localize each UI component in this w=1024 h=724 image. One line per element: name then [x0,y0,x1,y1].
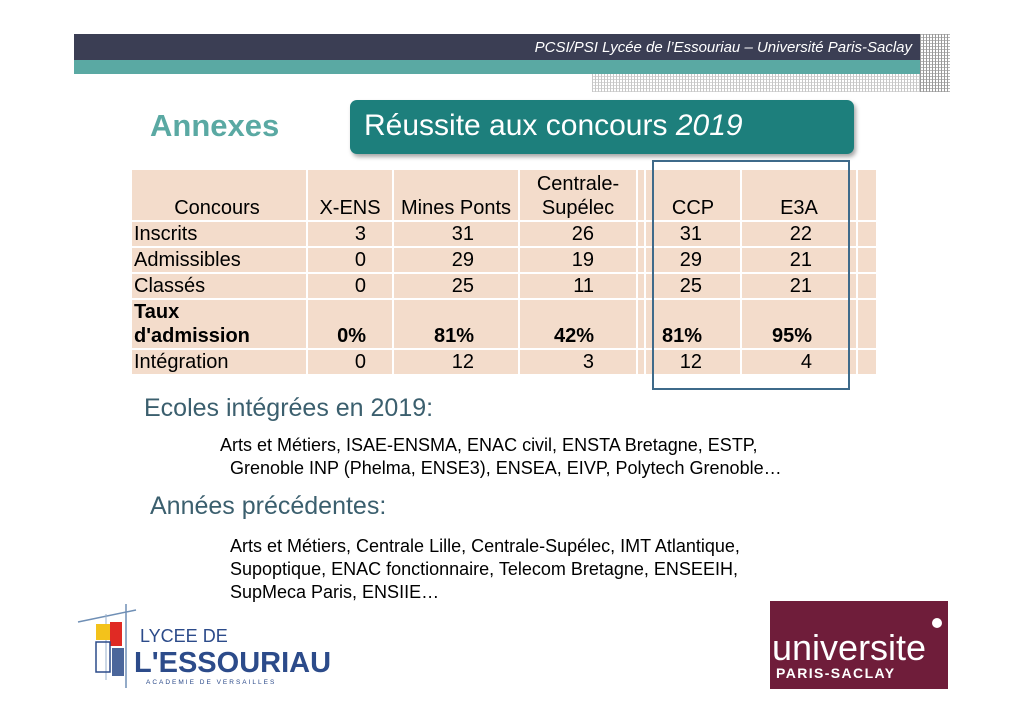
main-title: Réussite aux concours [364,109,668,142]
table-cell: 29 [394,248,520,274]
table-cell: 31 [646,222,742,248]
logo-text: L'ESSOURIAU [134,647,332,679]
integrated-schools-title: Ecoles intégrées en 2019: [144,394,434,422]
integrated-line: Grenoble INP (Phelma, ENSE3), ENSEA, EIVP, Polytech Grenoble… [230,458,782,478]
table-cell: 11 [520,274,638,300]
annexes-title: Annexes [150,108,280,143]
col-header-centrale-supelec [520,170,638,222]
col-header-centrale: Centrale- [536,173,620,195]
col-header-x-ens: X-ENS [308,170,394,222]
row-label: Inscrits [132,222,308,248]
logo-text: LYCEE DE [140,626,228,646]
main-title-year: 2019 [675,109,743,142]
row-label: Classés [132,274,308,300]
table-cell: 25 [646,274,742,300]
table-cell: 22 [742,222,858,248]
table-cell: 95% [742,300,858,350]
table-cell: 26 [520,222,638,248]
main-title-box [350,100,854,154]
row-label: Intégration [132,350,308,376]
header-teal-band [74,60,920,74]
logo-text: ACADEMIE DE VERSAILLES [146,679,277,686]
header-grid-pattern [920,34,950,92]
table-cell: 0 [308,274,394,300]
uni-logo-dot [932,618,942,628]
header-text: PCSI/PSI Lycée de l’Essouriau – Université Paris-Saclay [534,39,912,56]
table-cell: 4 [742,350,858,376]
table-cell: 21 [742,248,858,274]
col-header-e3a: E3A [742,170,858,222]
table-cell: 81% [646,300,742,350]
table-cell: 19 [520,248,638,274]
logo-yellow-square [96,624,110,640]
logo-frame [96,642,110,672]
table-cell: 81% [394,300,520,350]
row-label: Admissibles [132,248,308,274]
row-label-taux [132,300,308,350]
table-cell: 3 [520,350,638,376]
previous-line: SupMeca Paris, ENSIIE… [230,582,440,602]
logo-line [78,610,136,622]
uni-logo-line: universite [772,627,927,668]
previous-years-list [230,535,740,603]
uni-logo-line: PARIS-SACLAY [776,665,896,681]
table-cell: 29 [646,248,742,274]
integrated-line: Arts et Métiers, ISAE-ENSMA, ENAC civil, ENSTA Bretagne, ESTP, [220,435,758,455]
table-cell: 12 [394,350,520,376]
lycee-essouriau-logo [76,600,332,692]
integrated-schools-list [220,434,782,480]
row-label-line: Taux [134,301,180,323]
logo-red-square [110,622,122,646]
previous-line: Supoptique, ENAC fonctionnaire, Telecom Bretagne, ENSEEIH, [230,559,738,579]
header-bar [74,34,920,60]
universite-paris-saclay-logo [770,601,948,689]
table-cell: 0 [308,248,394,274]
table-cell: 42% [520,300,638,350]
table-cell: 12 [646,350,742,376]
col-header-mines-ponts: Mines Ponts [394,170,520,222]
row-label-line: d'admission [134,325,250,347]
table-cell: 31 [394,222,520,248]
table-cell: 0 [308,350,394,376]
previous-line: Arts et Métiers, Centrale Lille, Centrale-Supélec, IMT Atlantique, [230,536,740,556]
col-header-concours: Concours [132,170,308,222]
table-cell: 25 [394,274,520,300]
table-cell: 3 [308,222,394,248]
col-header-ccp: CCP [646,170,742,222]
table-cell: 21 [742,274,858,300]
previous-years-title: Années précédentes: [150,492,387,520]
col-header-supelec: Supélec [541,197,615,219]
highlight-box-ccp-e3a [652,160,850,390]
logo-blue-block [112,648,124,676]
table-cell: 0% [308,300,394,350]
header-grid-pattern-lower [592,74,920,92]
